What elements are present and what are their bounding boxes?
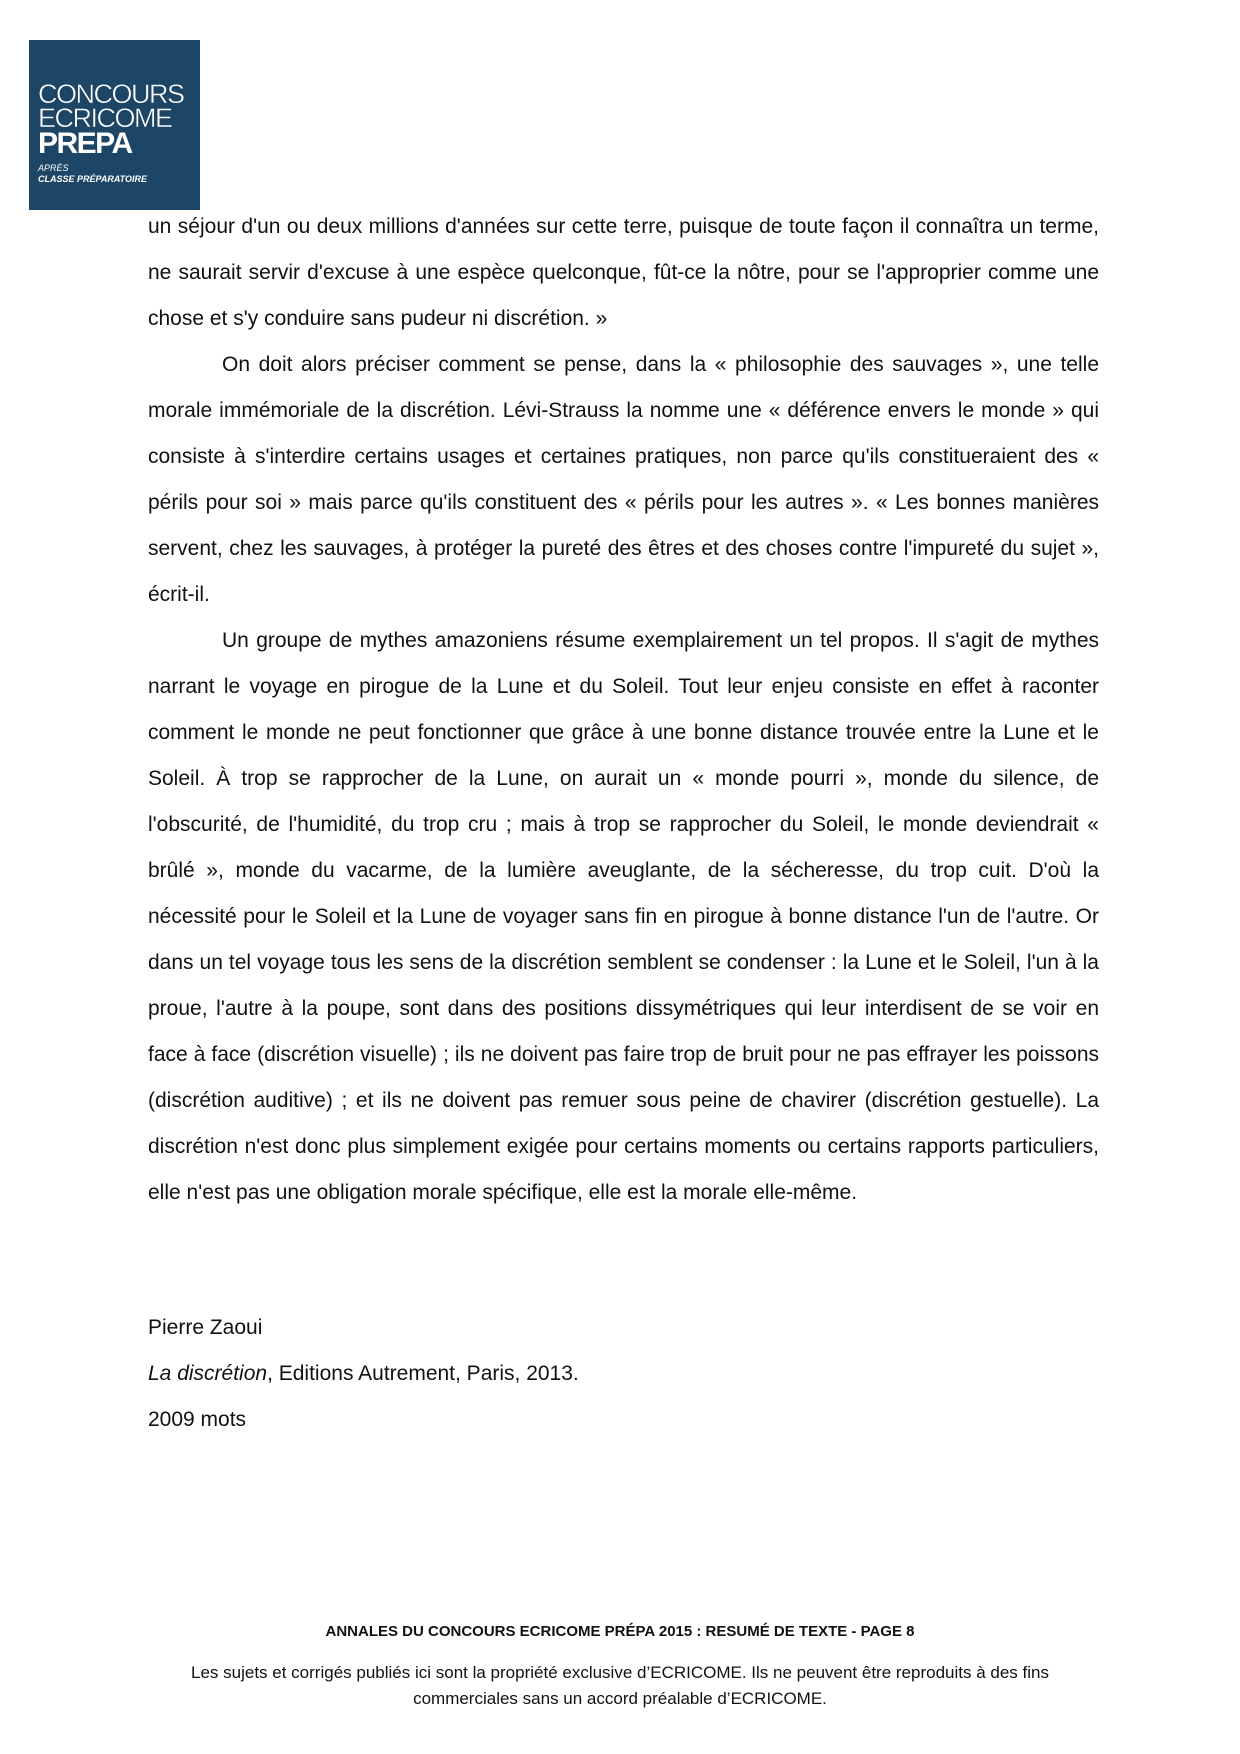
footer-title: ANNALES DU CONCOURS ECRICOME PRÉPA 2015 : RESUMÉ DE TEXTE - PAGE 8 <box>325 1623 915 1640</box>
logo-line-prepa: PREPA <box>38 127 132 160</box>
paragraph-2: On doit alors préciser comment se pense, dans la « philosophie des sauvages », une telle morale immémoriale de la discrétion. Lévi-Strauss la nomme une « déférence envers le monde » qui consiste à s'interdire certains usages et certaines pratiques, non parce qu'ils constitueraient des « périls pour soi » mais parce qu'ils constituent des « périls pour les autres ». « Les bonnes manières servent, chez les sauvages, à protéger la pureté des êtres et des choses contre l'impureté du sujet », écrit-il. <box>148 353 1099 606</box>
author-name: Pierre Zaoui <box>148 1316 263 1339</box>
paragraph-1: un séjour d'un ou deux millions d'années sur cette terre, puisque de toute façon il connaîtra un terme, ne saurait servir d'excuse à une espèce quelconque, fût-ce la nôtre, pour se l'approprier comme une chose et s'y conduire sans pudeur ni discrétion. » <box>148 215 1099 330</box>
copyright-note: Les sujets et corrigés publiés ici sont la propriété exclusive d’ECRICOME. Ils ne peuvent être reproduits à des fins commerciales sans un accord préalable d’ECRICOME. <box>191 1663 1049 1708</box>
logo-line-classe: CLASSE PRÉPARATOIRE <box>38 174 148 184</box>
source-citation <box>148 1305 1048 1443</box>
logo-line-concours: CONCOURS <box>38 79 184 109</box>
publisher-info: , Editions Autrement, Paris, 2013. <box>267 1362 579 1385</box>
logo-line-apres: APRÈS <box>38 163 69 173</box>
logo-line-ecricome: ECRICOME <box>38 103 172 133</box>
paragraph-3: Un groupe de mythes amazoniens résume exemplairement un tel propos. Il s'agit de mythes narrant le voyage en pirogue de la Lune et du Soleil. Tout leur enjeu consiste en effet à raconter comment le monde ne peut fonctionner que grâce à une bonne distance trouvée entre la Lune et le Soleil. À trop se rapprocher de la Lune, on aurait un « monde pourri », monde du silence, de l'obscurité, de l'humidité, du trop cru ; mais à trop se rapprocher du Soleil, le monde deviendrait « brûlé », monde du vacarme, de la lumière aveuglante, de la sécheresse, du trop cuit. D'où la nécessité pour le Soleil et la Lune de voyager sans fin en pirogue à bonne distance l'un de l'autre. Or dans un tel voyage tous les sens de la discrétion semblent se condenser : la Lune et le Soleil, l'un à la proue, l'autre à la poupe, sont dans des positions dissymétriques qui leur interdisent de se voir en face à face (discrétion visuelle) ; ils ne doivent pas faire trop de bruit pour ne pas effrayer les poissons (discrétion auditive) ; et ils ne doivent pas remuer sous peine de chavirer (discrétion gestuelle). La discrétion n'est donc plus simplement exigée pour certains moments ou certains rapports particuliers, elle n'est pas une obligation morale spécifique, elle est la morale elle-même. <box>148 629 1099 1204</box>
book-title: La discrétion <box>148 1362 268 1385</box>
ecricome-logo <box>29 40 200 210</box>
body-text <box>148 204 1099 1216</box>
word-count: 2009 mots <box>148 1408 247 1431</box>
book-reference <box>148 1351 1048 1397</box>
